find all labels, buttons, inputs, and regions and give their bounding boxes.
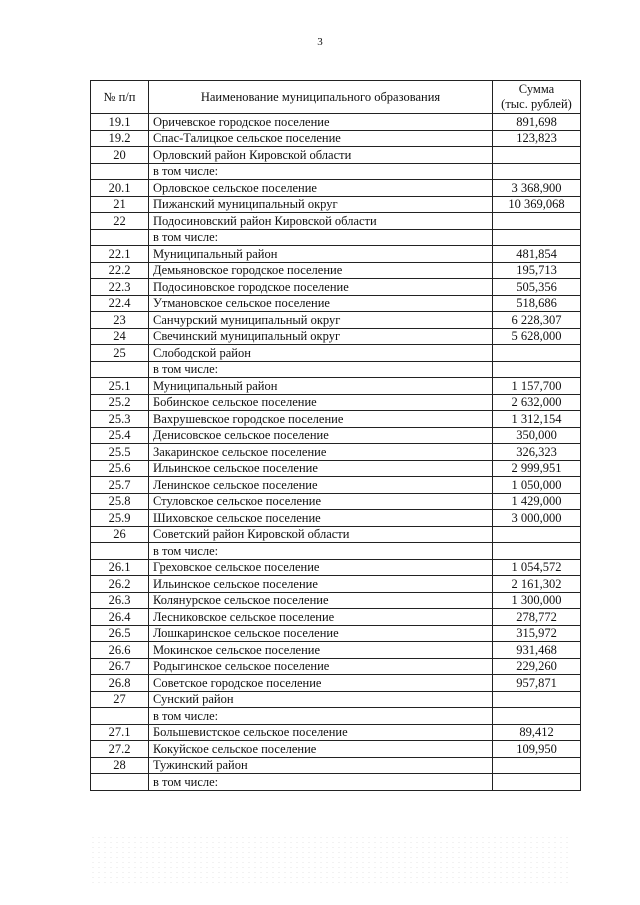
cell-name: Ленинское сельское поселение bbox=[149, 477, 493, 494]
cell-sum bbox=[493, 163, 581, 180]
table-row bbox=[91, 691, 581, 708]
table-row bbox=[91, 147, 581, 164]
table-row bbox=[91, 658, 581, 675]
cell-name: Закаринское сельское поселение bbox=[149, 444, 493, 461]
allocation-table bbox=[90, 80, 581, 791]
cell-name: Лошкаринское сельское поселение bbox=[149, 625, 493, 642]
table-body bbox=[91, 114, 581, 791]
cell-num bbox=[91, 361, 149, 378]
cell-num: 19.2 bbox=[91, 130, 149, 147]
cell-name: Спас-Талицкое сельское поселение bbox=[149, 130, 493, 147]
cell-name: Колянурское сельское поселение bbox=[149, 592, 493, 609]
cell-sum: 505,356 bbox=[493, 279, 581, 296]
cell-name: Орловское сельское поселение bbox=[149, 180, 493, 197]
table-row bbox=[91, 427, 581, 444]
cell-sum: 3 000,000 bbox=[493, 510, 581, 527]
header-num: № п/п bbox=[91, 81, 149, 114]
cell-num: 20 bbox=[91, 147, 149, 164]
table-row bbox=[91, 675, 581, 692]
cell-name: Утмановское сельское поселение bbox=[149, 295, 493, 312]
table-row bbox=[91, 345, 581, 362]
cell-name: Ильинское сельское поселение bbox=[149, 460, 493, 477]
cell-sum bbox=[493, 757, 581, 774]
cell-name: Мокинское сельское поселение bbox=[149, 642, 493, 659]
cell-name: Демьяновское городское поселение bbox=[149, 262, 493, 279]
cell-name: Вахрушевское городское поселение bbox=[149, 411, 493, 428]
cell-name: Свечинский муниципальный округ bbox=[149, 328, 493, 345]
cell-num: 20.1 bbox=[91, 180, 149, 197]
table-row bbox=[91, 411, 581, 428]
table-row bbox=[91, 394, 581, 411]
cell-name: Лесниковское сельское поселение bbox=[149, 609, 493, 626]
cell-sum: 1 054,572 bbox=[493, 559, 581, 576]
cell-sum bbox=[493, 708, 581, 725]
cell-name: в том числе: bbox=[149, 708, 493, 725]
cell-sum bbox=[493, 543, 581, 560]
cell-num: 22 bbox=[91, 213, 149, 230]
table-row bbox=[91, 493, 581, 510]
cell-name: в том числе: bbox=[149, 774, 493, 791]
table-row bbox=[91, 757, 581, 774]
table-row bbox=[91, 543, 581, 560]
cell-num: 22.1 bbox=[91, 246, 149, 263]
cell-sum: 518,686 bbox=[493, 295, 581, 312]
header-sum-line2: (тыс. рублей) bbox=[501, 97, 572, 111]
cell-name: в том числе: bbox=[149, 543, 493, 560]
cell-num: 27.2 bbox=[91, 741, 149, 758]
table-row bbox=[91, 774, 581, 791]
table-row bbox=[91, 180, 581, 197]
cell-name: Орловский район Кировской области bbox=[149, 147, 493, 164]
cell-name: Пижанский муниципальный округ bbox=[149, 196, 493, 213]
cell-name: Слободской район bbox=[149, 345, 493, 362]
cell-name: Денисовское сельское поселение bbox=[149, 427, 493, 444]
table-row bbox=[91, 609, 581, 626]
cell-sum bbox=[493, 213, 581, 230]
cell-sum bbox=[493, 774, 581, 791]
cell-num bbox=[91, 774, 149, 791]
table-row bbox=[91, 246, 581, 263]
header-sum-line1: Сумма bbox=[518, 82, 555, 96]
table-row bbox=[91, 114, 581, 131]
cell-name: Советский район Кировской области bbox=[149, 526, 493, 543]
cell-sum: 5 628,000 bbox=[493, 328, 581, 345]
cell-num bbox=[91, 708, 149, 725]
table-row bbox=[91, 708, 581, 725]
cell-num: 19.1 bbox=[91, 114, 149, 131]
cell-sum: 1 157,700 bbox=[493, 378, 581, 395]
cell-sum: 1 050,000 bbox=[493, 477, 581, 494]
cell-sum bbox=[493, 691, 581, 708]
cell-sum: 2 161,302 bbox=[493, 576, 581, 593]
cell-num: 26.3 bbox=[91, 592, 149, 609]
cell-num: 25.9 bbox=[91, 510, 149, 527]
cell-name: Греховское сельское поселение bbox=[149, 559, 493, 576]
cell-sum: 350,000 bbox=[493, 427, 581, 444]
cell-num: 22.4 bbox=[91, 295, 149, 312]
cell-num: 22.2 bbox=[91, 262, 149, 279]
cell-num: 28 bbox=[91, 757, 149, 774]
table-row bbox=[91, 229, 581, 246]
header-name: Наименование муниципального образования bbox=[149, 81, 493, 114]
cell-num: 25.7 bbox=[91, 477, 149, 494]
table-row bbox=[91, 642, 581, 659]
cell-name: в том числе: bbox=[149, 229, 493, 246]
cell-num: 25.3 bbox=[91, 411, 149, 428]
cell-name: Подосиновский район Кировской области bbox=[149, 213, 493, 230]
cell-num: 27 bbox=[91, 691, 149, 708]
table-row bbox=[91, 378, 581, 395]
cell-name: Большевистское сельское поселение bbox=[149, 724, 493, 741]
cell-num: 26.2 bbox=[91, 576, 149, 593]
table-row bbox=[91, 279, 581, 296]
cell-num: 26 bbox=[91, 526, 149, 543]
cell-sum: 326,323 bbox=[493, 444, 581, 461]
cell-name: Стуловское сельское поселение bbox=[149, 493, 493, 510]
table-row bbox=[91, 130, 581, 147]
cell-num: 26.6 bbox=[91, 642, 149, 659]
cell-num: 25.8 bbox=[91, 493, 149, 510]
cell-sum: 1 312,154 bbox=[493, 411, 581, 428]
cell-sum: 6 228,307 bbox=[493, 312, 581, 329]
table-row bbox=[91, 328, 581, 345]
cell-num: 23 bbox=[91, 312, 149, 329]
table-row bbox=[91, 460, 581, 477]
cell-num: 26.8 bbox=[91, 675, 149, 692]
cell-num bbox=[91, 543, 149, 560]
cell-sum: 931,468 bbox=[493, 642, 581, 659]
cell-sum: 891,698 bbox=[493, 114, 581, 131]
cell-sum bbox=[493, 229, 581, 246]
cell-sum: 1 429,000 bbox=[493, 493, 581, 510]
cell-num bbox=[91, 229, 149, 246]
cell-sum: 315,972 bbox=[493, 625, 581, 642]
table-row bbox=[91, 361, 581, 378]
header-sum bbox=[493, 81, 581, 114]
cell-sum: 278,772 bbox=[493, 609, 581, 626]
cell-sum: 481,854 bbox=[493, 246, 581, 263]
cell-num: 25.4 bbox=[91, 427, 149, 444]
table-row bbox=[91, 196, 581, 213]
table-row bbox=[91, 262, 581, 279]
cell-name: Санчурский муниципальный округ bbox=[149, 312, 493, 329]
cell-num: 21 bbox=[91, 196, 149, 213]
scan-noise bbox=[90, 835, 570, 885]
cell-sum: 1 300,000 bbox=[493, 592, 581, 609]
cell-num bbox=[91, 163, 149, 180]
cell-sum: 195,713 bbox=[493, 262, 581, 279]
cell-sum: 109,950 bbox=[493, 741, 581, 758]
table-row bbox=[91, 526, 581, 543]
cell-name: Бобинское сельское поселение bbox=[149, 394, 493, 411]
cell-name: в том числе: bbox=[149, 163, 493, 180]
cell-sum: 89,412 bbox=[493, 724, 581, 741]
table-header-row bbox=[91, 81, 581, 114]
cell-sum: 10 369,068 bbox=[493, 196, 581, 213]
cell-num: 25.2 bbox=[91, 394, 149, 411]
table-row bbox=[91, 444, 581, 461]
cell-name: Сунский район bbox=[149, 691, 493, 708]
cell-sum bbox=[493, 345, 581, 362]
cell-name: Муниципальный район bbox=[149, 246, 493, 263]
table-row bbox=[91, 295, 581, 312]
table-row bbox=[91, 312, 581, 329]
table-row bbox=[91, 510, 581, 527]
cell-name: Тужинский район bbox=[149, 757, 493, 774]
cell-name: в том числе: bbox=[149, 361, 493, 378]
cell-num: 25.5 bbox=[91, 444, 149, 461]
table-row bbox=[91, 741, 581, 758]
cell-sum: 123,823 bbox=[493, 130, 581, 147]
page-number: 3 bbox=[317, 36, 323, 48]
cell-num: 22.3 bbox=[91, 279, 149, 296]
cell-name: Кокуйское сельское поселение bbox=[149, 741, 493, 758]
cell-sum bbox=[493, 361, 581, 378]
table-row bbox=[91, 576, 581, 593]
cell-sum: 957,871 bbox=[493, 675, 581, 692]
cell-name: Муниципальный район bbox=[149, 378, 493, 395]
cell-num: 26.7 bbox=[91, 658, 149, 675]
cell-sum: 2 632,000 bbox=[493, 394, 581, 411]
cell-num: 25 bbox=[91, 345, 149, 362]
cell-name: Ильинское сельское поселение bbox=[149, 576, 493, 593]
cell-name: Подосиновское городское поселение bbox=[149, 279, 493, 296]
cell-sum bbox=[493, 147, 581, 164]
cell-num: 26.4 bbox=[91, 609, 149, 626]
cell-sum: 3 368,900 bbox=[493, 180, 581, 197]
cell-name: Шиховское сельское поселение bbox=[149, 510, 493, 527]
cell-name: Оричевское городское поселение bbox=[149, 114, 493, 131]
cell-num: 24 bbox=[91, 328, 149, 345]
cell-name: Родыгинское сельское поселение bbox=[149, 658, 493, 675]
cell-sum: 229,260 bbox=[493, 658, 581, 675]
table-row bbox=[91, 163, 581, 180]
table-row bbox=[91, 477, 581, 494]
cell-sum: 2 999,951 bbox=[493, 460, 581, 477]
cell-sum bbox=[493, 526, 581, 543]
table-row bbox=[91, 213, 581, 230]
cell-num: 26.1 bbox=[91, 559, 149, 576]
table-row bbox=[91, 724, 581, 741]
table-row bbox=[91, 592, 581, 609]
table-row bbox=[91, 625, 581, 642]
table-row bbox=[91, 559, 581, 576]
cell-num: 25.6 bbox=[91, 460, 149, 477]
cell-num: 27.1 bbox=[91, 724, 149, 741]
cell-name: Советское городское поселение bbox=[149, 675, 493, 692]
cell-num: 26.5 bbox=[91, 625, 149, 642]
cell-num: 25.1 bbox=[91, 378, 149, 395]
